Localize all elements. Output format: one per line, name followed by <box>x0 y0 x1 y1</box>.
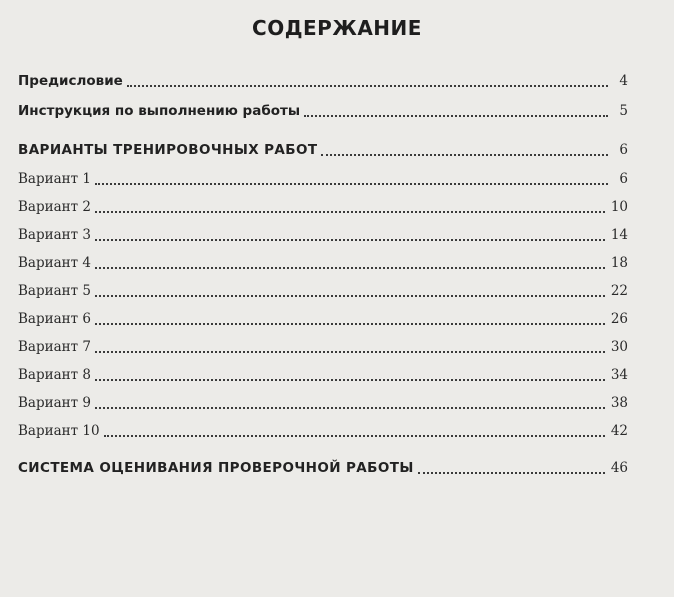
toc-entry-page: 34 <box>610 367 628 383</box>
dot-leader <box>95 183 608 185</box>
toc-entry-variant-8 <box>18 364 628 386</box>
dot-leader <box>95 211 605 213</box>
toc-entry-page: 42 <box>610 423 628 439</box>
toc-entry-label: Вариант 1 <box>18 171 92 187</box>
toc-entry-page: 4 <box>619 73 628 89</box>
toc-entry-variant-7 <box>18 336 628 358</box>
dot-leader <box>95 267 605 269</box>
toc-entry-page: 6 <box>619 171 628 187</box>
toc-entry-variant-3 <box>18 224 628 246</box>
toc-entry-page: 18 <box>610 255 628 271</box>
toc-entry-instructions <box>18 100 628 122</box>
dot-leader <box>304 115 608 117</box>
toc-entry-page: 30 <box>610 339 628 355</box>
toc-entry-variant-10 <box>18 420 628 442</box>
toc-entry-training-variants-section <box>18 139 628 161</box>
toc-entry-variant-4 <box>18 252 628 274</box>
dot-leader <box>95 239 605 241</box>
dot-leader <box>104 435 605 437</box>
toc-entry-page: 22 <box>610 283 628 299</box>
toc-entry-page: 6 <box>619 142 628 158</box>
dot-leader <box>321 154 608 156</box>
toc-entry-label: Вариант 2 <box>18 199 92 215</box>
toc-entry-variant-2 <box>18 196 628 218</box>
toc-entry-page: 5 <box>619 103 628 119</box>
toc-entry-label: Вариант 5 <box>18 283 92 299</box>
toc-entry-label: Вариант 9 <box>18 395 92 411</box>
toc-entry-page: 14 <box>610 227 628 243</box>
dot-leader <box>127 85 608 87</box>
toc-entry-preface <box>18 70 628 92</box>
toc-entry-label: СИСТЕМА ОЦЕНИВАНИЯ ПРОВЕРОЧНОЙ РАБОТЫ <box>18 460 414 476</box>
toc-entry-label: Предисловие <box>18 73 123 89</box>
dot-leader <box>95 351 605 353</box>
toc-entry-variant-9 <box>18 392 628 414</box>
toc-entry-assessment-system <box>18 457 628 479</box>
toc-entry-variant-1 <box>18 168 628 190</box>
dot-leader <box>95 295 605 297</box>
toc-entry-page: 10 <box>610 199 628 215</box>
toc-entry-page: 46 <box>610 460 628 476</box>
toc-entry-label: Инструкция по выполнению работы <box>18 103 301 119</box>
dot-leader <box>95 323 605 325</box>
dot-leader <box>418 472 605 474</box>
toc-entry-label: Вариант 4 <box>18 255 92 271</box>
toc-entry-label: Вариант 8 <box>18 367 92 383</box>
toc-entry-page: 26 <box>610 311 628 327</box>
toc-entry-variant-5 <box>18 280 628 302</box>
toc-entry-variant-6 <box>18 308 628 330</box>
toc-entry-label: Вариант 7 <box>18 339 92 355</box>
toc-entry-page: 38 <box>610 395 628 411</box>
dot-leader <box>95 379 605 381</box>
toc-entry-label: Вариант 3 <box>18 227 92 243</box>
toc-entry-label: Вариант 10 <box>18 423 100 439</box>
page-title: СОДЕРЖАНИЕ <box>252 16 422 40</box>
toc-entry-label: ВАРИАНТЫ ТРЕНИРОВОЧНЫХ РАБОТ <box>18 142 318 158</box>
toc-entry-label: Вариант 6 <box>18 311 92 327</box>
dot-leader <box>95 407 605 409</box>
